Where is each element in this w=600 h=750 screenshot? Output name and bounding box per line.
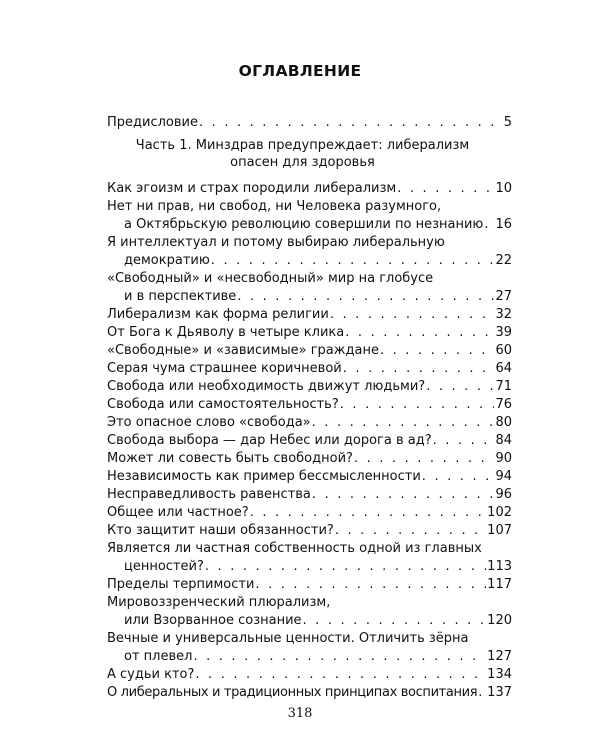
toc-entry bbox=[107, 324, 512, 342]
toc-entry bbox=[107, 414, 512, 432]
part-heading-line: Часть 1. Минздрав предупреждает: либерализм bbox=[135, 138, 470, 153]
toc-entry bbox=[107, 432, 512, 450]
toc-entry-title-first-line: Мировоззренческий плюрализм, bbox=[107, 595, 331, 610]
leader-dots bbox=[237, 288, 494, 306]
toc-entry-page: 96 bbox=[495, 487, 512, 502]
toc-entry-page: 117 bbox=[487, 577, 512, 592]
toc-entry-title-first-line: Нет ни прав, ни свобод, ни Человека разумного, bbox=[107, 199, 442, 214]
toc-entry-title: Общее или частное? bbox=[107, 505, 249, 520]
toc-entry-title: О либеральных и традиционных принципах воспитания bbox=[107, 685, 478, 700]
toc-entry-page: 137 bbox=[487, 685, 512, 700]
toc-entry-title-first-line: Вечные и универсальные ценности. Отличить зёрна bbox=[107, 631, 469, 646]
toc-entry-title: Это опасное слово «свобода» bbox=[107, 415, 311, 430]
toc-entry-page: 60 bbox=[495, 343, 512, 358]
toc-entry-title-continued: от плевел bbox=[124, 649, 193, 664]
toc-entry bbox=[124, 216, 512, 234]
toc-entry bbox=[107, 378, 512, 396]
toc-entry-page: 10 bbox=[495, 181, 512, 196]
toc-heading: ОГЛАВЛЕНИЕ bbox=[238, 62, 362, 80]
toc-entry-title: Свобода или необходимость движут людьми? bbox=[107, 379, 426, 394]
leader-dots bbox=[199, 114, 503, 132]
toc-entry bbox=[124, 288, 512, 306]
toc-entry-title: Пределы терпимости bbox=[107, 577, 255, 592]
toc-entry-title: Серая чума страшнее коричневой bbox=[107, 361, 342, 376]
toc-entry-page: 76 bbox=[495, 397, 512, 412]
toc-entry-page: 32 bbox=[495, 307, 512, 322]
toc-entry-title-continued: и в перспективе bbox=[124, 289, 237, 304]
toc-entry bbox=[124, 252, 512, 270]
toc-entry-page: 16 bbox=[495, 217, 512, 232]
toc-entry-page: 27 bbox=[495, 289, 512, 304]
leader-dots bbox=[335, 522, 486, 540]
leader-dots bbox=[426, 378, 494, 396]
toc-entry bbox=[107, 522, 512, 540]
toc-entry bbox=[107, 486, 512, 504]
toc-entry bbox=[124, 648, 512, 666]
toc-entry-title: Свобода или самостоятельность? bbox=[107, 397, 339, 412]
toc-entry bbox=[107, 360, 512, 378]
toc-entry-page: 113 bbox=[487, 559, 512, 574]
toc-entry-title-continued: или Взорванное сознание bbox=[124, 613, 302, 628]
toc-entry-page: 84 bbox=[495, 433, 512, 448]
toc-entry bbox=[124, 558, 512, 576]
toc-entry-title-continued: ценностей? bbox=[124, 559, 204, 574]
leader-dots bbox=[303, 612, 487, 630]
toc-entry-title: Несправедливость равенства bbox=[107, 487, 311, 502]
leader-dots bbox=[433, 432, 495, 450]
toc-entry bbox=[107, 342, 512, 360]
toc-entry-page: 80 bbox=[495, 415, 512, 430]
toc-entry-page: 120 bbox=[487, 613, 512, 628]
leader-dots bbox=[343, 360, 495, 378]
toc-entry-preface bbox=[107, 114, 512, 132]
leader-dots bbox=[195, 666, 486, 684]
toc-entry-page: 127 bbox=[487, 649, 512, 664]
part-heading bbox=[130, 137, 475, 171]
toc-entry-title: Либерализм как форма религии bbox=[107, 307, 329, 322]
page-number: 318 bbox=[287, 706, 313, 721]
toc-entry-page: 94 bbox=[495, 469, 512, 484]
part-heading-line: опасен для здоровья bbox=[230, 155, 375, 170]
leader-dots bbox=[478, 684, 486, 702]
toc-entry bbox=[107, 450, 512, 468]
toc-entry bbox=[107, 576, 512, 594]
leader-dots bbox=[340, 396, 495, 414]
leader-dots bbox=[250, 504, 486, 522]
toc-entry-page: 90 bbox=[495, 451, 512, 466]
toc-entry-page: 102 bbox=[487, 505, 512, 520]
toc-entry bbox=[107, 306, 512, 324]
toc-entry-title: От Бога к Дьяволу в четыре клика bbox=[107, 325, 345, 340]
toc-entry-title: Может ли совесть быть свободной? bbox=[107, 451, 353, 466]
leader-dots bbox=[354, 450, 495, 468]
toc-entry bbox=[107, 396, 512, 414]
toc-entry-page: 64 bbox=[495, 361, 512, 376]
leader-dots bbox=[312, 486, 495, 504]
toc-entry-title: Свобода выбора — дар Небес или дорога в ад? bbox=[107, 433, 432, 448]
leader-dots bbox=[484, 216, 494, 234]
leader-dots bbox=[255, 576, 486, 594]
toc-entry-page: 39 bbox=[495, 325, 512, 340]
toc-entry bbox=[107, 666, 512, 684]
leader-dots bbox=[330, 306, 495, 324]
toc-entry-page: 134 bbox=[487, 667, 512, 682]
toc-entry-title: Как эгоизм и страх породили либерализм bbox=[107, 181, 397, 196]
leader-dots bbox=[397, 180, 494, 198]
leader-dots bbox=[211, 252, 495, 270]
toc-entry bbox=[107, 468, 512, 486]
toc-entry bbox=[124, 612, 512, 630]
toc-entry-title-continued: а Октябрьскую революцию совершили по незнанию bbox=[124, 217, 484, 232]
toc-entry-title: Предисловие bbox=[107, 115, 198, 130]
toc-entry-title: «Свободные» и «зависимые» граждане bbox=[107, 343, 379, 358]
toc-entry-title-continued: демократию bbox=[124, 253, 210, 268]
toc-entry-title-first-line: Является ли частная собственность одной из главных bbox=[107, 541, 482, 556]
leader-dots bbox=[193, 648, 486, 666]
toc-entry-title-first-line: Я интеллектуал и потому выбираю либеральную bbox=[107, 235, 445, 250]
toc-entry bbox=[107, 684, 512, 702]
toc-entry bbox=[107, 504, 512, 522]
toc-entry bbox=[107, 180, 512, 198]
toc-entry-title: Кто защитит наши обязанности? bbox=[107, 523, 334, 538]
toc-entry-page: 107 bbox=[487, 523, 512, 538]
leader-dots bbox=[312, 414, 495, 432]
leader-dots bbox=[380, 342, 495, 360]
leader-dots bbox=[422, 468, 495, 486]
toc-entry-page: 5 bbox=[503, 115, 512, 130]
leader-dots bbox=[345, 324, 494, 342]
toc-entry-title: Независимость как пример бессмысленности bbox=[107, 469, 421, 484]
leader-dots bbox=[205, 558, 486, 576]
toc-entry-page: 71 bbox=[495, 379, 512, 394]
toc-entry-page: 22 bbox=[495, 253, 512, 268]
toc-entry-title: А судьи кто? bbox=[107, 667, 195, 682]
toc-entry-title-first-line: «Свободный» и «несвободный» мир на глобусе bbox=[107, 271, 434, 286]
